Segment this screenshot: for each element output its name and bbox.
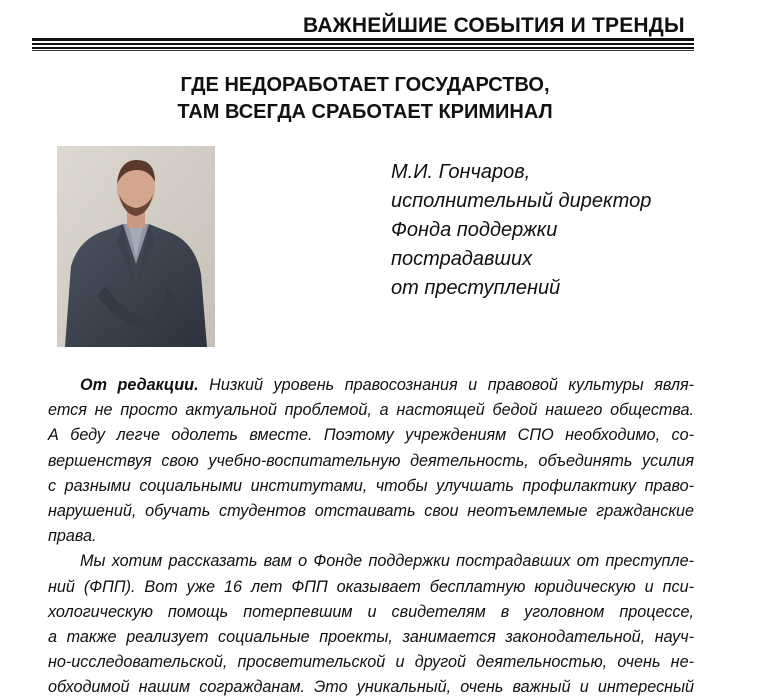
article-title <box>60 72 670 126</box>
section-header: ВАЖНЕЙШИЕ СОБЫТИЯ И ТРЕНДЫ <box>303 14 685 37</box>
rule-line <box>32 43 694 45</box>
paragraph-line: нарушений, обучать студентов отстаивать свои неотъемлемые гражданские <box>48 501 694 520</box>
paragraph-line: права. <box>48 527 97 546</box>
article-body <box>48 373 694 700</box>
paragraph-line: а также реализует социальные проекты, занимается законодательной, науч- <box>48 627 694 646</box>
editorial-lead-label: От редакции. <box>80 376 199 394</box>
paragraph-line: но-исследовательской, просветительской и другой деятельностью, очень не- <box>48 653 694 672</box>
rule-line <box>32 50 694 51</box>
paragraph-line: хологическую помощь потерпевшим и свидетелям в уголовном процессе, <box>48 602 694 621</box>
author-name: М.И. Гончаров, <box>391 161 531 183</box>
paragraph-line <box>48 373 694 398</box>
paragraph-line: с разными социальными институтами, чтобы улучшать профилактику право- <box>48 476 694 495</box>
author-position: исполнительный директор <box>391 190 652 212</box>
paragraph-text: Низкий уровень правосознания и правовой культуры явля- <box>198 376 694 394</box>
paragraph-line: Мы хотим рассказать вам о Фонде поддержки пострадавших от преступле- <box>80 552 694 571</box>
article-title-line-2: ТАМ ВСЕГДА СРАБОТАЕТ КРИМИНАЛ <box>177 101 553 123</box>
author-byline <box>391 158 651 303</box>
author-org-line: Фонда поддержки <box>391 219 558 241</box>
rule-line <box>32 47 694 49</box>
rule-line <box>32 38 694 41</box>
author-photo <box>57 146 215 347</box>
paragraph-line: А беду легче одолеть вместе. Поэтому учреждениям СПО необходимо, со- <box>48 426 694 445</box>
author-portrait-image <box>57 146 215 347</box>
author-org-line: от преступлений <box>391 277 561 299</box>
paragraph-line: обходимой нашим согражданам. Это уникальный, очень важный и интересный <box>48 678 694 697</box>
paragraph-line: ний (ФПП). Вот уже 16 лет ФПП оказывает бесплатную юридическую и пси- <box>48 577 694 596</box>
author-org-line: пострадавших <box>391 248 533 270</box>
paragraph-line: вершенствуя свою учебно-воспитательную деятельность, объединять усилия <box>48 451 694 470</box>
article-title-line-1: ГДЕ НЕДОРАБОТАЕТ ГОСУДАРСТВО, <box>180 74 550 96</box>
paragraph-line: ется не просто актуальной проблемой, а настоящей бедой нашего общества. <box>48 401 694 420</box>
header-rule <box>32 38 694 52</box>
